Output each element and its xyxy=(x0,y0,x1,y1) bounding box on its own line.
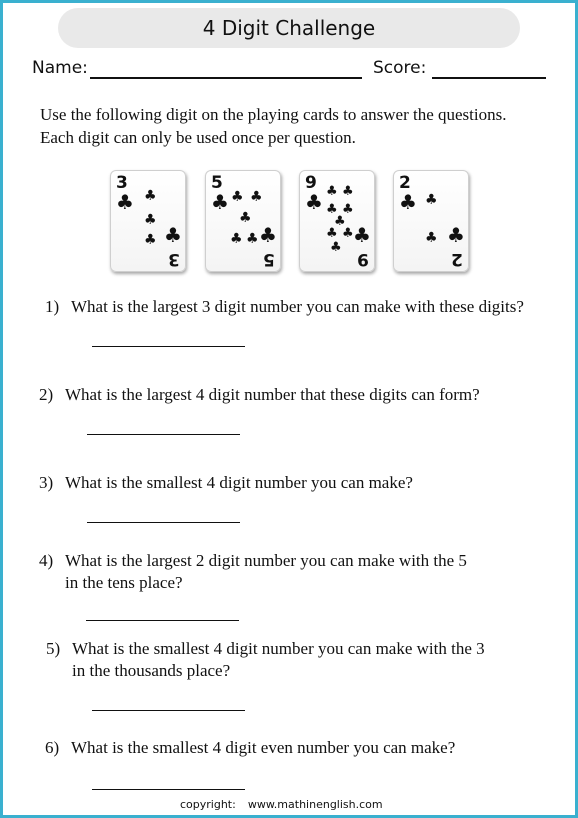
question-text: What is the smallest 4 digit number you can make? xyxy=(65,473,413,492)
question-number: 6) xyxy=(45,738,60,757)
clubs-icon: ♣ xyxy=(425,192,438,208)
clubs-icon: ♣ xyxy=(231,189,244,205)
instructions-line-1: Use the following digit on the playing cards to answer the questions. xyxy=(40,105,507,124)
clubs-icon: ♣ xyxy=(250,189,263,205)
clubs-icon: ♣ xyxy=(305,190,323,214)
playing-card-2 xyxy=(393,170,469,272)
clubs-icon: ♣ xyxy=(246,231,259,247)
question-5 xyxy=(46,638,485,682)
question-number: 5) xyxy=(46,639,61,658)
clubs-icon: ♣ xyxy=(239,210,252,226)
question-text: What is the largest 3 digit number you can make with these digits? xyxy=(71,297,524,316)
instructions xyxy=(40,103,560,149)
clubs-icon: ♣ xyxy=(326,184,338,199)
name-label: Name: xyxy=(32,58,88,78)
score-field-line[interactable] xyxy=(432,77,546,79)
clubs-icon: ♣ xyxy=(164,223,182,247)
card-rank-bottom: 3 xyxy=(168,249,180,269)
card-rank-top: 2 xyxy=(399,173,411,193)
clubs-icon: ♣ xyxy=(326,202,338,217)
answer-line-1[interactable] xyxy=(92,346,245,347)
question-6 xyxy=(45,737,455,759)
clubs-icon: ♣ xyxy=(342,184,354,199)
clubs-icon: ♣ xyxy=(425,230,438,246)
name-field-line[interactable] xyxy=(90,77,362,79)
clubs-icon: ♣ xyxy=(144,232,157,248)
clubs-icon: ♣ xyxy=(211,190,229,214)
name-score-row xyxy=(32,58,552,84)
card-rank-top: 3 xyxy=(116,173,128,193)
clubs-icon: ♣ xyxy=(144,188,157,204)
website-link[interactable]: www.mathinenglish.com xyxy=(247,798,383,811)
card-rank-top: 5 xyxy=(211,173,223,193)
clubs-icon: ♣ xyxy=(399,190,417,214)
playing-card-3 xyxy=(110,170,186,272)
question-text-continued: in the thousands place? xyxy=(72,661,231,680)
question-2 xyxy=(39,384,480,406)
question-1 xyxy=(45,296,524,318)
answer-line-5[interactable] xyxy=(92,710,245,711)
playing-card-5 xyxy=(205,170,281,272)
card-rank-bottom: 5 xyxy=(263,249,275,269)
copyright-label: copyright: xyxy=(180,798,236,811)
clubs-icon: ♣ xyxy=(447,223,465,247)
question-text: What is the largest 4 digit number that these digits can form? xyxy=(65,385,480,404)
question-number: 1) xyxy=(45,297,60,316)
clubs-icon: ♣ xyxy=(230,231,243,247)
clubs-icon: ♣ xyxy=(116,190,134,214)
clubs-icon: ♣ xyxy=(330,240,342,255)
clubs-icon: ♣ xyxy=(144,212,157,228)
answer-line-2[interactable] xyxy=(87,434,240,435)
question-3 xyxy=(39,472,413,494)
clubs-icon: ♣ xyxy=(326,226,338,241)
clubs-icon: ♣ xyxy=(353,223,371,247)
score-label: Score: xyxy=(373,58,427,78)
clubs-icon: ♣ xyxy=(342,202,354,217)
card-rank-top: 9 xyxy=(305,173,317,193)
playing-cards xyxy=(110,170,470,272)
instructions-line-2: Each digit can only be used once per question. xyxy=(40,128,356,147)
question-number: 3) xyxy=(39,473,54,492)
question-text: What is the largest 2 digit number you can make with the 5 xyxy=(65,551,467,570)
footer xyxy=(180,798,395,811)
card-rank-bottom: 9 xyxy=(357,249,369,269)
answer-line-3[interactable] xyxy=(87,522,240,523)
question-number: 2) xyxy=(39,385,54,404)
title-text: 4 Digit Challenge xyxy=(202,16,376,40)
question-text: What is the smallest 4 digit number you can make with the 3 xyxy=(72,639,485,658)
question-text: What is the smallest 4 digit even number you can make? xyxy=(71,738,456,757)
answer-line-6[interactable] xyxy=(92,789,245,790)
question-4 xyxy=(39,550,467,594)
question-text-continued: in the tens place? xyxy=(65,573,183,592)
clubs-icon: ♣ xyxy=(342,226,354,241)
question-number: 4) xyxy=(39,551,54,570)
answer-line-4[interactable] xyxy=(86,620,239,621)
worksheet-title xyxy=(58,8,520,48)
clubs-icon: ♣ xyxy=(334,214,346,229)
playing-card-9 xyxy=(299,170,375,272)
clubs-icon: ♣ xyxy=(259,223,277,247)
card-rank-bottom: 2 xyxy=(451,249,463,269)
